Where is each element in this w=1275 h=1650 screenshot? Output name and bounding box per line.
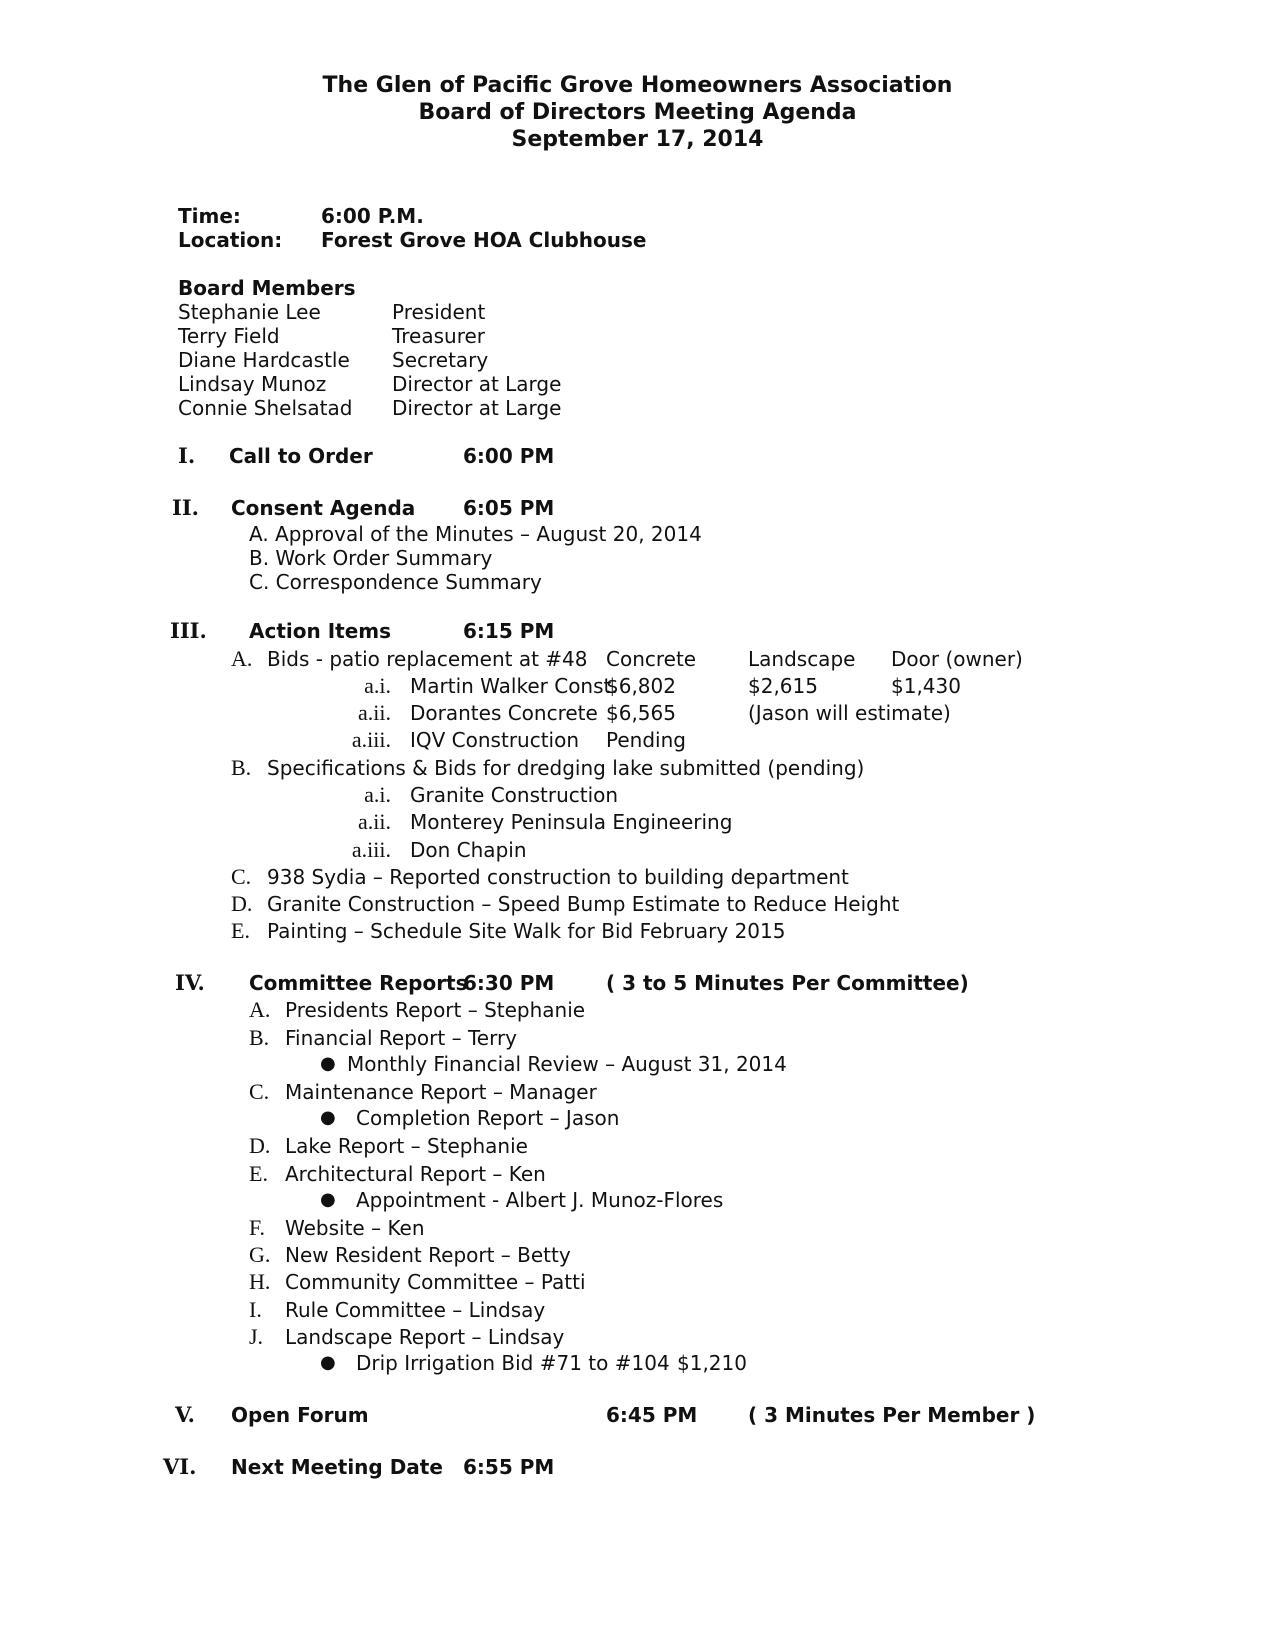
list-item: B. Work Order Summary: [249, 546, 493, 570]
bidder-name: Don Chapin: [410, 838, 527, 862]
item-letter: C.: [231, 864, 252, 889]
section-time: 6:30 PM: [463, 971, 555, 995]
section-number: II.: [172, 495, 199, 520]
member-role: Secretary: [392, 348, 489, 372]
sub-number: a.ii.: [358, 700, 391, 725]
item-text: Maintenance Report – Manager: [285, 1080, 597, 1104]
item-text: Lake Report – Stephanie: [285, 1134, 528, 1158]
member-role: President: [392, 300, 486, 324]
section-note: ( 3 to 5 Minutes Per Committee): [606, 971, 969, 995]
bullet-icon: ●: [320, 1107, 336, 1128]
sub-number: a.i.: [364, 673, 391, 698]
section-title: Open Forum: [231, 1403, 369, 1427]
item-letter: A.: [249, 997, 271, 1022]
item-text: Specifications & Bids for dredging lake submitted (pending): [267, 756, 865, 780]
item-text: Bids - patio replacement at #48: [267, 647, 588, 671]
section-title: Action Items: [249, 619, 392, 643]
item-letter: C.: [249, 1079, 270, 1104]
item-letter: E.: [231, 918, 250, 943]
section-title: Committee Reports: [249, 971, 468, 995]
member-name: Connie Shelsatad: [178, 396, 353, 420]
bid-amount: $6,565: [606, 701, 676, 725]
item-text: Rule Committee – Lindsay: [285, 1298, 546, 1322]
bullet-icon: ●: [320, 1352, 336, 1373]
item-letter: E.: [249, 1161, 268, 1186]
sub-number: a.iii.: [351, 837, 391, 862]
section-title: Next Meeting Date: [231, 1455, 443, 1479]
item-letter: B.: [249, 1025, 270, 1050]
section-number: VI.: [163, 1454, 197, 1479]
item-text: Financial Report – Terry: [285, 1026, 518, 1050]
item-letter: A.: [231, 646, 253, 671]
section-title: Call to Order: [229, 444, 373, 468]
section-time: 6:00 PM: [463, 444, 555, 468]
item-text: Granite Construction – Speed Bump Estimate to Reduce Height: [267, 892, 900, 916]
item-text: Landscape Report – Lindsay: [285, 1325, 565, 1349]
item-letter: D.: [231, 891, 253, 916]
member-role: Director at Large: [392, 396, 562, 420]
item-text: Presidents Report – Stephanie: [285, 998, 586, 1022]
section-time: 6:15 PM: [463, 619, 555, 643]
item-letter: H.: [249, 1269, 271, 1294]
section-time: 6:55 PM: [463, 1455, 555, 1479]
bidder-name: Granite Construction: [410, 783, 619, 807]
bidder-name: IQV Construction: [410, 728, 580, 752]
bidder-name: Dorantes Concrete: [410, 701, 598, 725]
section-number: I.: [178, 443, 196, 468]
section-time: 6:45 PM: [606, 1403, 698, 1427]
agenda-title: Board of Directors Meeting Agenda: [418, 100, 857, 125]
member-name: Diane Hardcastle: [178, 348, 350, 372]
sub-number: a.ii.: [358, 809, 391, 834]
item-text: Architectural Report – Ken: [285, 1162, 546, 1186]
location-label: Location:: [178, 228, 283, 252]
time-value: 6:00 P.M.: [321, 204, 424, 228]
bid-column-header: Door (owner): [891, 647, 1023, 671]
item-text: Painting – Schedule Site Walk for Bid February 2015: [267, 919, 786, 943]
item-letter: B.: [231, 755, 252, 780]
bullet-text: Monthly Financial Review – August 31, 2014: [347, 1052, 787, 1076]
sub-number: a.iii.: [351, 727, 391, 752]
item-letter: D.: [249, 1133, 271, 1158]
bid-column-header: Concrete: [606, 647, 697, 671]
bid-amount: $1,210: [677, 1351, 747, 1375]
member-name: Lindsay Munoz: [178, 372, 327, 396]
bullet-icon: ●: [320, 1189, 336, 1210]
member-name: Terry Field: [178, 324, 280, 348]
bullet-text: Drip Irrigation Bid #71 to #104: [356, 1351, 670, 1375]
section-title: Consent Agenda: [231, 496, 416, 520]
location-value: Forest Grove HOA Clubhouse: [321, 228, 647, 252]
item-letter: J.: [249, 1324, 264, 1349]
list-item: A. Approval of the Minutes – August 20, 2014: [249, 522, 702, 546]
bid-amount: $6,802: [606, 674, 676, 698]
section-number: III.: [170, 618, 207, 643]
time-label: Time:: [178, 204, 241, 228]
item-letter: I.: [249, 1297, 262, 1322]
section-time: 6:05 PM: [463, 496, 555, 520]
list-item: C. Correspondence Summary: [249, 570, 542, 594]
bid-column-header: Landscape: [748, 647, 856, 671]
item-text: Website – Ken: [285, 1216, 425, 1240]
item-letter: F.: [249, 1215, 265, 1240]
section-number: IV.: [175, 970, 205, 995]
meeting-date: September 17, 2014: [511, 127, 764, 152]
org-title: The Glen of Pacific Grove Homeowners Association: [322, 73, 953, 98]
item-letter: G.: [249, 1242, 271, 1267]
bullet-text: Appointment - Albert J. Munoz-Flores: [356, 1188, 724, 1212]
section-number: V.: [175, 1402, 195, 1427]
bid-amount: Pending: [606, 728, 686, 752]
member-name: Stephanie Lee: [178, 300, 321, 324]
bidder-name: Monterey Peninsula Engineering: [410, 810, 733, 834]
board-heading: Board Members: [178, 276, 356, 300]
member-role: Director at Large: [392, 372, 562, 396]
bid-amount: $1,430: [891, 674, 961, 698]
item-text: 938 Sydia – Reported construction to building department: [267, 865, 849, 889]
member-role: Treasurer: [392, 324, 486, 348]
section-note: ( 3 Minutes Per Member ): [748, 1403, 1036, 1427]
bidder-name: Martin Walker Const.: [410, 674, 618, 698]
bullet-text: Completion Report – Jason: [356, 1106, 620, 1130]
bullet-icon: ●: [320, 1053, 336, 1074]
item-text: Community Committee – Patti: [285, 1270, 586, 1294]
bid-amount: $2,615: [748, 674, 818, 698]
sub-number: a.i.: [364, 782, 391, 807]
item-text: New Resident Report – Betty: [285, 1243, 571, 1267]
bid-note: (Jason will estimate): [748, 701, 951, 725]
